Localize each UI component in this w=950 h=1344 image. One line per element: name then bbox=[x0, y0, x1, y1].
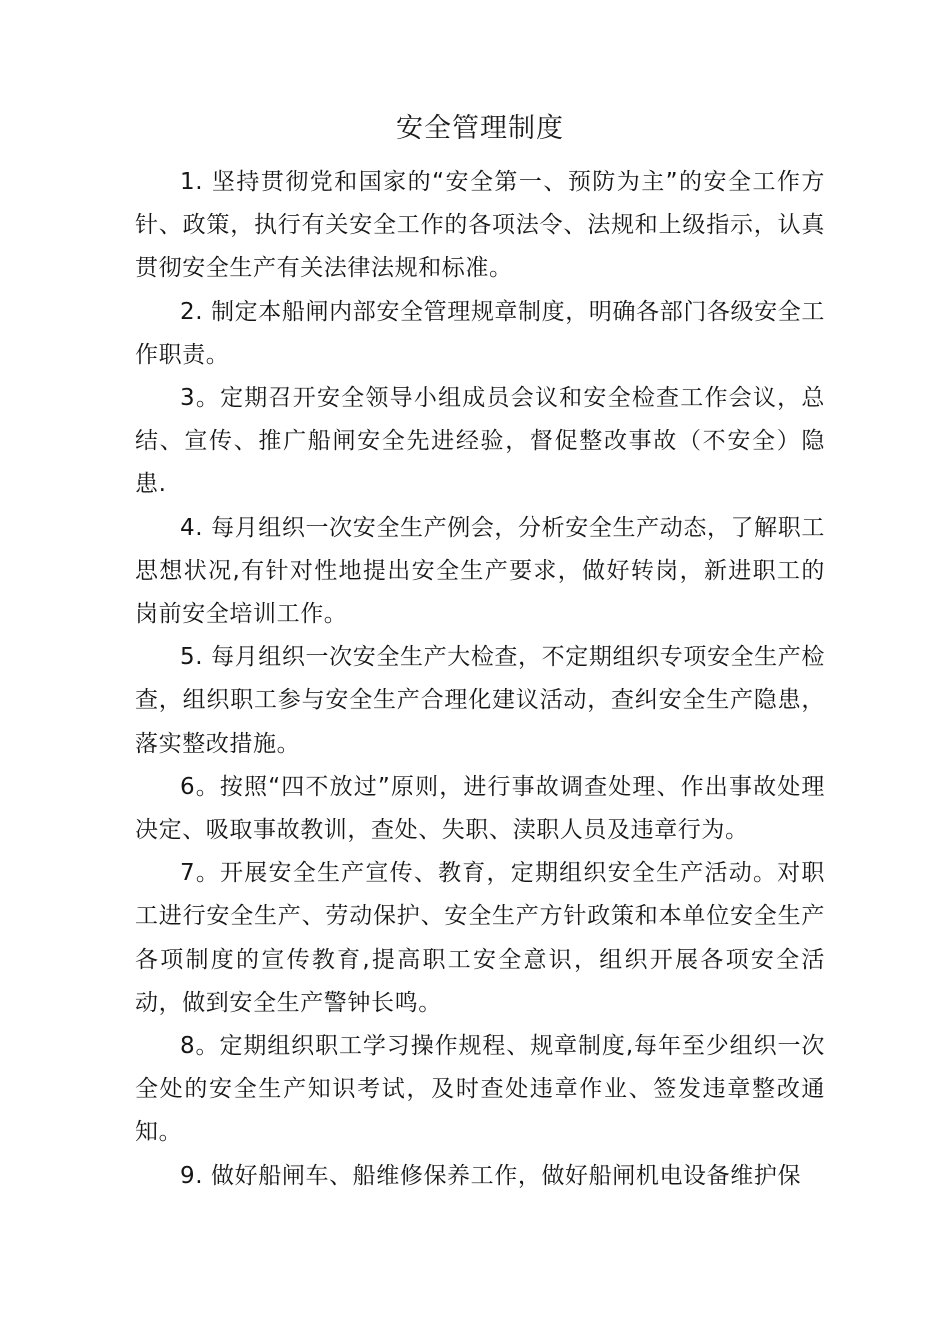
paragraph-8: 8。定期组织职工学习操作规程、规章制度,每年至少组织一次全处的安全生产知识考试，及时查处违章作业、签发违章整改通知。 bbox=[135, 1033, 825, 1146]
paragraph-9: 9. 做好船闸车、船维修保养工作，做好船闸机电设备维护保 bbox=[180, 1162, 802, 1189]
paragraph-7: 7。开展安全生产宣传、教育，定期组织安全生产活动。对职工进行安全生产、劳动保护、安全生产方针政策和本单位安全生产各项制度的宣传教育,提高职工安全意识，组织开展各项安全活动，做到安全生产警钟长鸣。 bbox=[135, 860, 825, 1016]
paragraph-6: 6。按照“四不放过”原则，进行事故调查处理、作出事故处理决定、吸取事故教训，查处、失职、渎职人员及违章行为。 bbox=[135, 773, 825, 844]
paragraph-4: 4. 每月组织一次安全生产例会，分析安全生产动态，了解职工思想状况,有针对性地提出安全生产要求，做好转岗，新进职工的岗前安全培训工作。 bbox=[135, 514, 825, 628]
document-title: 安全管理制度 bbox=[396, 113, 564, 144]
paragraph-1: 1. 坚持贯彻党和国家的“安全第一、预防为主”的安全工作方针、政策，执行有关安全工作的各项法令、法规和上级指示，认真贯彻安全生产有关法律法规和标准。 bbox=[135, 169, 825, 282]
document-body bbox=[135, 161, 825, 1198]
paragraph-5: 5. 每月组织一次安全生产大检查，不定期组织专项安全生产检查，组织职工参与安全生产合理化建议活动，查纠安全生产隐患，落实整改措施。 bbox=[135, 644, 825, 757]
paragraph-3: 3。定期召开安全领导小组成员会议和安全检查工作会议，总结、宣传、推广船闸安全先进经验，督促整改事故（不安全）隐患. bbox=[135, 385, 825, 498]
paragraph-2: 2. 制定本船闸内部安全管理规章制度，明确各部门各级安全工作职责。 bbox=[135, 298, 825, 368]
